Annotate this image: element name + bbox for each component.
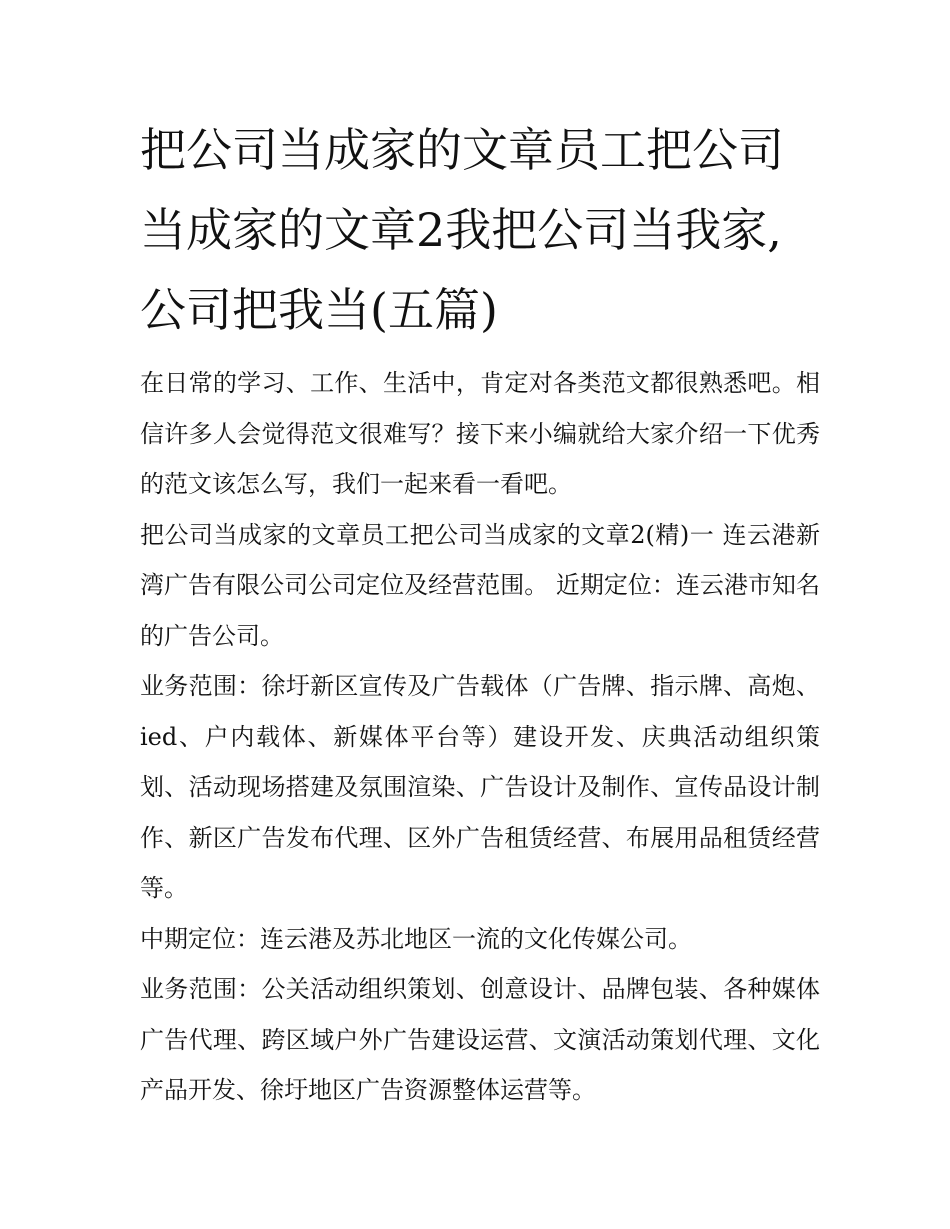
paragraph-intro: 在日常的学习、工作、生活中，肯定对各类范文都很熟悉吧。相信许多人会觉得范文很难写？接下来小编就给大家介绍一下优秀的范文该怎么写，我们一起来看一看吧。	[140, 369, 820, 498]
paragraph-business-scope-near: 业务范围：徐圩新区宣传及广告载体（广告牌、指示牌、高炮、ied、户内载体、新媒体平台等）建设开发、庆典活动组织策划、活动现场搭建及氛围渲染、广告设计及制作、宣传品设计制作、新区广告发布代理、区外广告租赁经营、布展用品租赁经营等。	[140, 672, 820, 902]
paragraph-company-positioning: 把公司当成家的文章员工把公司当成家的文章2(精)一 连云港新湾广告有限公司公司定位及经营范围。 近期定位：连云港市知名的广告公司。	[140, 520, 820, 650]
paragraph-business-scope-mid: 业务范围：公关活动组织策划、创意设计、品牌包装、各种媒体广告代理、跨区域户外广告建设运营、文演活动策划代理、文化产品开发、徐圩地区广告资源整体运营等。	[140, 975, 820, 1104]
document-body	[140, 358, 820, 1116]
document-title: 把公司当成家的文章员工把公司当成家的文章2我把公司当我家,公司把我当(五篇)	[140, 123, 784, 337]
paragraph-mid-term-positioning: 中期定位：连云港及苏北地区一流的文化传媒公司。	[140, 924, 692, 953]
document-page	[140, 110, 820, 1116]
